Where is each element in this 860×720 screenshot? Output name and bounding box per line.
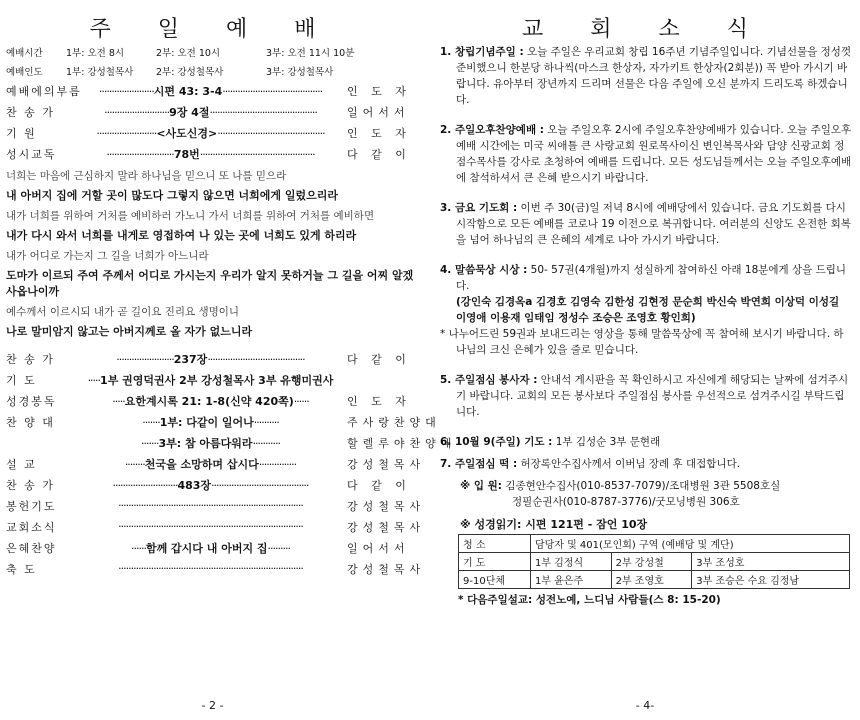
- table-row: [459, 571, 850, 589]
- order-item-label: 성시교독: [6, 147, 57, 161]
- news-item: [430, 44, 860, 108]
- order-item-value: 9장 4절: [169, 105, 210, 119]
- order-item-label: 봉헌기도: [6, 499, 57, 513]
- order-item-leader: 강성철목사: [347, 457, 426, 471]
- hospital-line-2: 정필순권사(010-8787-3776)/굿모닝병원 306호: [512, 496, 740, 508]
- order-item: [0, 348, 425, 369]
- duty-table: [458, 534, 850, 589]
- lunch-line-body: 허장록안수집사께서 이버님 장례 후 대접합니다.: [517, 458, 741, 470]
- order-item-label: 찬 송 가: [6, 478, 55, 492]
- order-item-label: 기 도: [6, 373, 37, 387]
- service-leader-3: 3부: 강성철목사: [266, 66, 334, 78]
- leader-dots: ·······: [142, 415, 160, 429]
- order-item-content: [74, 104, 347, 120]
- leader-dots: ·······: [140, 436, 159, 450]
- order-item-value: 천국을 소망하며 삽시다: [144, 457, 259, 471]
- verse-line: 내가 너희를 위하여 거처를 예비하러 가노니 가서 너희를 위하여 거처를 예비하면: [6, 210, 375, 222]
- service-leaders-label: 예배인도: [6, 66, 43, 78]
- news-item-body: 50- 57권(4개월)까지 성실하게 참여하신 아래 18분에게 상을 드립니다.: [456, 264, 847, 292]
- reading-head: ※ 성경읽기: 시편 121편 - 잠언 10장: [460, 518, 648, 531]
- news-list: [430, 44, 860, 420]
- right-page: [430, 0, 860, 720]
- order-item: [0, 80, 425, 101]
- news-item-head: 2. 주일오후찬양예배 :: [440, 124, 544, 136]
- order-item-leader: 일어서서: [347, 105, 410, 119]
- order-item: [0, 101, 425, 122]
- order-item: [0, 432, 457, 453]
- order-item-leader: 강성철목사: [347, 520, 426, 534]
- worship-title: 주 일 예 배: [89, 17, 336, 42]
- table-cell: 3부 조승은 수요 김정남: [692, 571, 850, 589]
- leader-dots: ··························: [104, 105, 170, 119]
- table-cell: 1부 윤은주: [530, 571, 611, 589]
- leader-dots: ···········································: [217, 126, 325, 140]
- prayer-line-body: 1부 김성순 3부 문현래: [552, 436, 661, 448]
- order-item-leader: 다 같 이: [347, 478, 411, 492]
- order-item-leader: 할렐루야찬양대: [347, 436, 457, 450]
- order-item-leader: 인 도 자: [347, 126, 411, 140]
- order-item-label: 축 도: [6, 562, 37, 576]
- news-title: 교 회 소 식: [522, 17, 768, 42]
- order-item-content: [74, 393, 347, 409]
- order-item: [0, 122, 425, 143]
- order-item-label: 교회소식: [6, 520, 57, 534]
- service-time-2: 2부: 오전 10시: [156, 47, 221, 59]
- order-item-leader: 일어서서: [347, 541, 410, 555]
- order-item-value: 3부: 참 아름다워라: [158, 436, 253, 450]
- leader-dots: ···············: [258, 457, 297, 471]
- order-item-content: [74, 435, 347, 451]
- order-item-value: 483장: [177, 478, 212, 492]
- news-item: [430, 262, 860, 358]
- leader-dots: ·······················: [116, 352, 174, 366]
- leader-dots: ·······································: [211, 478, 309, 492]
- leader-dots: ·········: [267, 541, 291, 555]
- order-item-value: 시편 43: 3-4: [153, 84, 223, 98]
- leader-dots: ·······································: [207, 352, 305, 366]
- leader-dots: ························: [96, 126, 157, 140]
- order-item-label: 찬 송 가: [6, 105, 55, 119]
- verse-line: 내가 어디로 가는지 그 길을 너희가 아느니라: [6, 250, 209, 262]
- leader-dots: ·····: [112, 394, 125, 408]
- hospital-info: [430, 478, 860, 510]
- hospital-label: ※ 입 원:: [460, 480, 503, 492]
- service-times: [0, 42, 425, 61]
- order-item-value: 237장: [173, 352, 208, 366]
- news-item-head: 3. 금요 기도회 :: [440, 202, 518, 214]
- leader-dots: ······················: [98, 84, 154, 98]
- table-cell: 청 소: [459, 535, 531, 553]
- order-item: [0, 411, 441, 432]
- lunch-line-head: 7. 주일점심 떡 :: [440, 458, 518, 470]
- order-item-leader: 다 같 이: [347, 147, 411, 161]
- order-item-content: [74, 499, 347, 512]
- service-leader-2: 2부: 강성철목사: [156, 66, 224, 78]
- order-item-label: 설 교: [6, 457, 37, 471]
- order-item: [0, 390, 425, 411]
- news-item-head: 4. 말씀묵상 시상 :: [440, 264, 528, 276]
- leader-dots: ········: [124, 457, 145, 471]
- order-item-leader: 인 도 자: [347, 84, 411, 98]
- order-item: [0, 474, 425, 495]
- order-item: [0, 369, 425, 390]
- order-item-content: [74, 520, 347, 533]
- service-times-label: 예배시간: [6, 47, 43, 59]
- order-of-worship-top: [0, 80, 425, 164]
- order-item-label: 성경봉독: [6, 394, 57, 408]
- leader-dots: ···········································: [209, 105, 317, 119]
- order-item: [0, 516, 425, 537]
- news-item: [430, 122, 860, 186]
- order-item-content: [74, 562, 347, 575]
- leader-dots: ······: [293, 394, 309, 408]
- order-item: [0, 453, 425, 474]
- news-item-body: 오늘 주일오후 2시에 주일오후찬양예배가 있습니다. 오늘 주일오후예배 시간에는 미국 씨애틀 큰 사랑교회 원로목사이신 변인복목사와 담양 신광교회 정점수목사를 강사로 초청하여 예배를 드립니다. 모든 성도님들께서는 오늘 주일오후예배에 참석하셔서 큰 은혜 받으시기 바랍니다.: [456, 124, 852, 184]
- order-item-value: 78번: [173, 147, 200, 161]
- awardee-list: (강인숙 김경옥a 김경호 김영숙 김한성 김현정 문순희 박신숙 박연희 이상덕 이성길 이영애 이용재 임태임 정성수 조승은 조영호 황인희): [456, 296, 840, 324]
- order-item-value: 요한계시록 21: 1-8(신약 420쪽): [124, 394, 294, 408]
- page-number-right: - 4-: [635, 699, 655, 712]
- order-item-leader: 인 도 자: [347, 394, 411, 408]
- verse-line: 나로 말미암지 않고는 아버지께로 올 자가 없느니라: [6, 325, 253, 338]
- order-item: [0, 495, 425, 516]
- order-item-leader: 다 같 이: [347, 352, 411, 366]
- leader-dots: ··········································································: [118, 499, 303, 512]
- leader-dots: ···························: [106, 147, 174, 161]
- news-item-head: 1. 창립기념주일 :: [440, 46, 524, 58]
- verse-line: 내 아버지 집에 거할 곳이 많도다 그렇지 않으면 너희에게 일렀으리라: [6, 189, 338, 202]
- news-item: [430, 200, 860, 248]
- leader-dots: ········································: [222, 84, 323, 98]
- news-item-body: 오늘 주일은 우리교회 창립 16주년 기념주일입니다. 기념선물을 정성껏 준비했으니 한분당 하나씩(마스크 한상자, 자가키트 한상자(2회분)) 꼭 받아 가시기 바랍니다. 유아부터 장년까지 드리며 선물은 다음 주일에 오신 분까지 드리도록 하겠습니다.: [456, 46, 852, 106]
- responsive-reading: [0, 166, 425, 342]
- table-row: [459, 535, 850, 553]
- table-cell: 담당자 및 401(모인회) 구역 (예배당 및 계단): [530, 535, 849, 553]
- order-item-content: [74, 372, 347, 388]
- news-item: [430, 372, 860, 420]
- order-item: [0, 558, 425, 579]
- order-item-content: [74, 146, 347, 162]
- hospital-line-1: 김종현안수집사(010-8537-7079)/조대병원 3관 5508호실: [505, 480, 781, 492]
- order-item-leader: 강성철목사: [347, 562, 426, 576]
- leader-dots: ··············································: [199, 147, 315, 161]
- order-item-label: 찬 송 가: [6, 352, 55, 366]
- order-item-label: 은혜찬양: [6, 541, 57, 555]
- order-item: [0, 537, 425, 558]
- lunch-line: [430, 456, 860, 472]
- table-cell: 기 도: [459, 553, 531, 571]
- order-item-label: 찬 양 대: [6, 415, 55, 429]
- news-item-head: 5. 주일점심 봉사자 :: [440, 374, 538, 386]
- service-time-3: 3부: 오전 11시 10분: [266, 47, 355, 59]
- prayer-line-head: 6. 10월 9(주일) 기도 :: [440, 436, 553, 448]
- award-note: * 나누어드린 59권과 보내드리는 영상을 통해 말씀묵상에 꼭 참여해 보시기 바랍니다. 하나님의 크신 은혜가 있을 줄로 믿습니다.: [440, 328, 844, 356]
- table-row: [459, 553, 850, 571]
- order-item-content: [74, 351, 347, 367]
- leader-dots: ·····: [87, 373, 101, 387]
- table-cell: 9-10단체: [459, 571, 531, 589]
- verse-line: 내가 다시 와서 너희를 내게로 영접하여 나 있는 곳에 너희도 있게 하리라: [6, 229, 357, 242]
- service-leader-1: 1부: 강성철목사: [66, 66, 134, 78]
- order-item-leader: 주사랑찬양대: [347, 415, 441, 429]
- order-item-value: 1부 권영덕권사 2부 강성철목사 3부 유행미권사: [100, 373, 334, 387]
- table-cell: 3부 조성호: [692, 553, 850, 571]
- leader-dots: ··························: [112, 478, 178, 492]
- order-item-value: <사도신경>: [156, 126, 218, 140]
- service-time-1: 1부: 오전 8시: [66, 47, 125, 59]
- leader-dots: ··········································································: [118, 520, 303, 533]
- order-item-content: [74, 456, 347, 472]
- next-sermon: * 다음주일설교: 성전노예, 느디님 사람들(스 8: 15-20): [458, 594, 721, 606]
- order-item-label: 예배에의부름: [6, 84, 82, 98]
- news-item-body: 이번 주 30(금)일 저녁 8시에 예배당에서 있습니다. 금요 기도회를 다시 시작함으로 모든 예배를 코로나 19 이전으로 복귀합니다. 여러분의 신앙도 온전한 회복을 넘어 하나님의 큰 은혜의 세계로 나아 가시기 바랍니다.: [456, 202, 851, 246]
- order-item-label: 기 원: [6, 126, 37, 140]
- verse-line: 도마가 이르되 주여 주께서 어디로 가시는지 우리가 알지 못하거늘 그 길을 어찌 알겠사옵나이까: [6, 269, 414, 298]
- verse-line: 예수께서 이르시되 내가 곧 길이요 진리요 생명이니: [6, 306, 240, 318]
- order-item-leader: 강성철목사: [347, 499, 426, 513]
- news-item-body: 안내석 게시판을 꼭 확인하시고 자신에게 해당되는 날짜에 섬겨주시기 바랍니다. 교회의 모든 봉사보다 주일점심 봉사를 우선적으로 섬겨주시길 부탁드립니다.: [456, 374, 849, 418]
- order-item-content: [74, 83, 347, 99]
- page-number-left: - 2 -: [201, 699, 224, 712]
- order-item-value: 함께 갑시다 내 아버지 집: [145, 541, 268, 555]
- order-item: [0, 143, 425, 164]
- table-cell: 2부 강성철: [611, 553, 692, 571]
- order-item-content: [74, 540, 347, 556]
- service-leaders: [0, 61, 425, 80]
- verse-line: 너희는 마음에 근심하지 말라 하나님을 믿으니 또 나를 믿으라: [6, 170, 287, 182]
- prayer-line: [430, 434, 860, 450]
- leader-dots: ······: [130, 541, 146, 555]
- table-cell: 1부 김정식: [530, 553, 611, 571]
- order-item-content: [74, 477, 347, 493]
- leader-dots: ··········: [253, 415, 279, 429]
- table-cell: 2부 조영호: [611, 571, 692, 589]
- order-item-content: [74, 414, 347, 430]
- order-of-worship-bottom: [0, 348, 457, 579]
- leader-dots: ···········: [252, 436, 281, 450]
- order-item-content: [74, 125, 347, 141]
- order-item-value: 1부: 다같이 일어나: [159, 415, 254, 429]
- leader-dots: ··········································································: [118, 562, 303, 575]
